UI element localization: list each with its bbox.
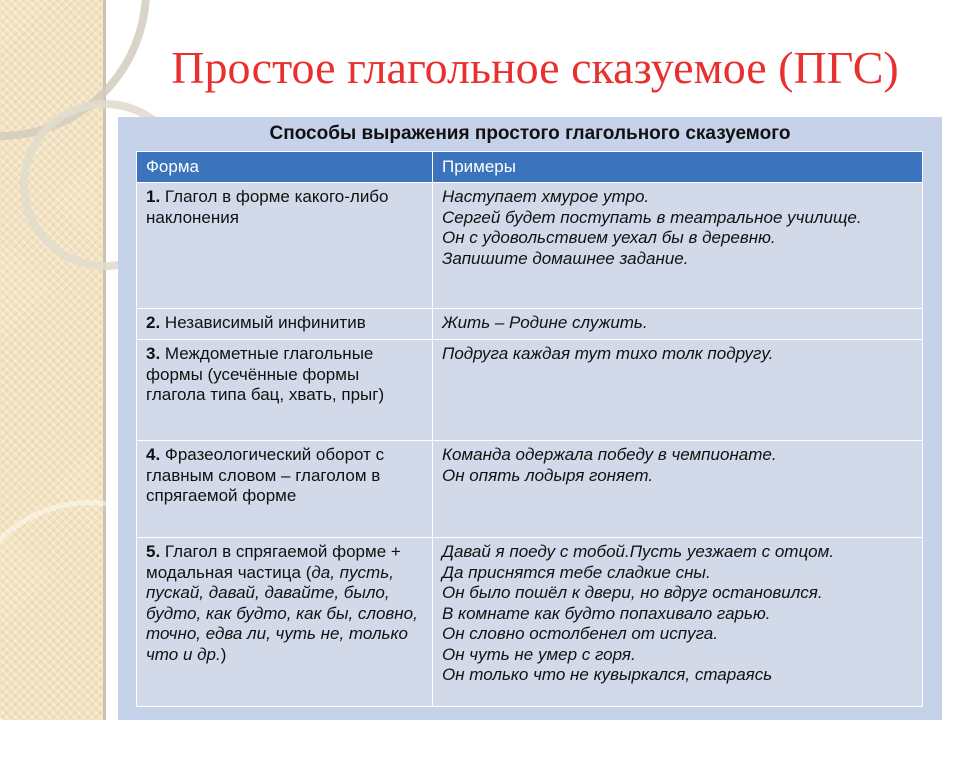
table-row: [137, 340, 923, 441]
slide-title: Простое глагольное сказуемое (ПГС): [171, 42, 899, 93]
example-line: Он с удовольствием уехал бы в деревню.: [442, 228, 776, 247]
row-number: 5.: [146, 542, 161, 561]
example-line: Наступает хмурое утро.: [442, 187, 650, 206]
grammar-table: [136, 151, 923, 707]
form-text-end: ): [220, 644, 227, 664]
form-text: Независимый инфинитив: [160, 313, 366, 332]
form-cell: [137, 441, 433, 538]
examples-cell: [433, 183, 923, 309]
table-row: [137, 441, 923, 538]
form-cell: [137, 183, 433, 309]
row-number: 3.: [146, 344, 161, 363]
form-cell: [137, 340, 433, 441]
example-line: Он только что не кувыркался, стараясь: [442, 665, 773, 684]
table-container: [118, 117, 942, 720]
example-line: В комнате как будто попахивало гарью.: [442, 603, 771, 623]
row-number: 1.: [146, 187, 161, 206]
example-line: Он опять лодыря гоняет.: [442, 465, 654, 485]
table-caption: Способы выражения простого глагольного сказуемого: [118, 117, 942, 151]
table-row: [137, 538, 923, 707]
form-text: Междометные глагольные формы (усечённые формы глагола типа бац, хвать, прыг): [146, 344, 385, 404]
form-cell: [137, 538, 433, 707]
form-text: Глагол в форме какого-либо наклонения: [146, 187, 389, 227]
examples-cell: [433, 340, 923, 441]
form-text: Фразеологический оборот с главным словом – глаголом в спрягаемой форме: [146, 445, 385, 505]
examples-cell: [433, 441, 923, 538]
example-line: Подруга каждая тут тихо толк подругу.: [442, 344, 774, 363]
form-particles: да, пусть, пускай, давай, давайте, было, будто, как будто, как бы, словно, точно, едва ли, чуть не, только что и др.: [146, 562, 418, 664]
example-line: Жить – Родине служить.: [442, 313, 648, 332]
row-number: 2.: [146, 313, 161, 332]
decorative-sidebar: [0, 0, 106, 720]
example-line: Он чуть не умер с горя.: [442, 644, 636, 664]
form-text: Глагол в спрягаемой форме + модальная частица (: [146, 542, 401, 582]
example-line: Он было пошёл к двери, но вдруг остановился.: [442, 583, 823, 602]
example-line: Запишите домашнее задание.: [442, 248, 689, 268]
example-line: Да приснятся тебе сладкие сны.: [442, 562, 711, 582]
examples-cell: [433, 538, 923, 707]
header-form: Форма: [137, 152, 433, 183]
examples-cell: [433, 309, 923, 340]
example-line: Команда одержала победу в чемпионате.: [442, 445, 777, 464]
table-row: [137, 309, 923, 340]
row-number: 4.: [146, 445, 161, 464]
example-line: Давай я поеду с тобой.Пусть уезжает с отцом.: [442, 542, 835, 561]
table-row: [137, 183, 923, 309]
table-header-row: [137, 152, 923, 183]
example-line: Сергей будет поступать в театральное училище.: [442, 207, 862, 227]
example-line: Он словно остолбенел от испуга.: [442, 624, 718, 643]
header-examples: Примеры: [433, 152, 923, 183]
form-cell: [137, 309, 433, 340]
